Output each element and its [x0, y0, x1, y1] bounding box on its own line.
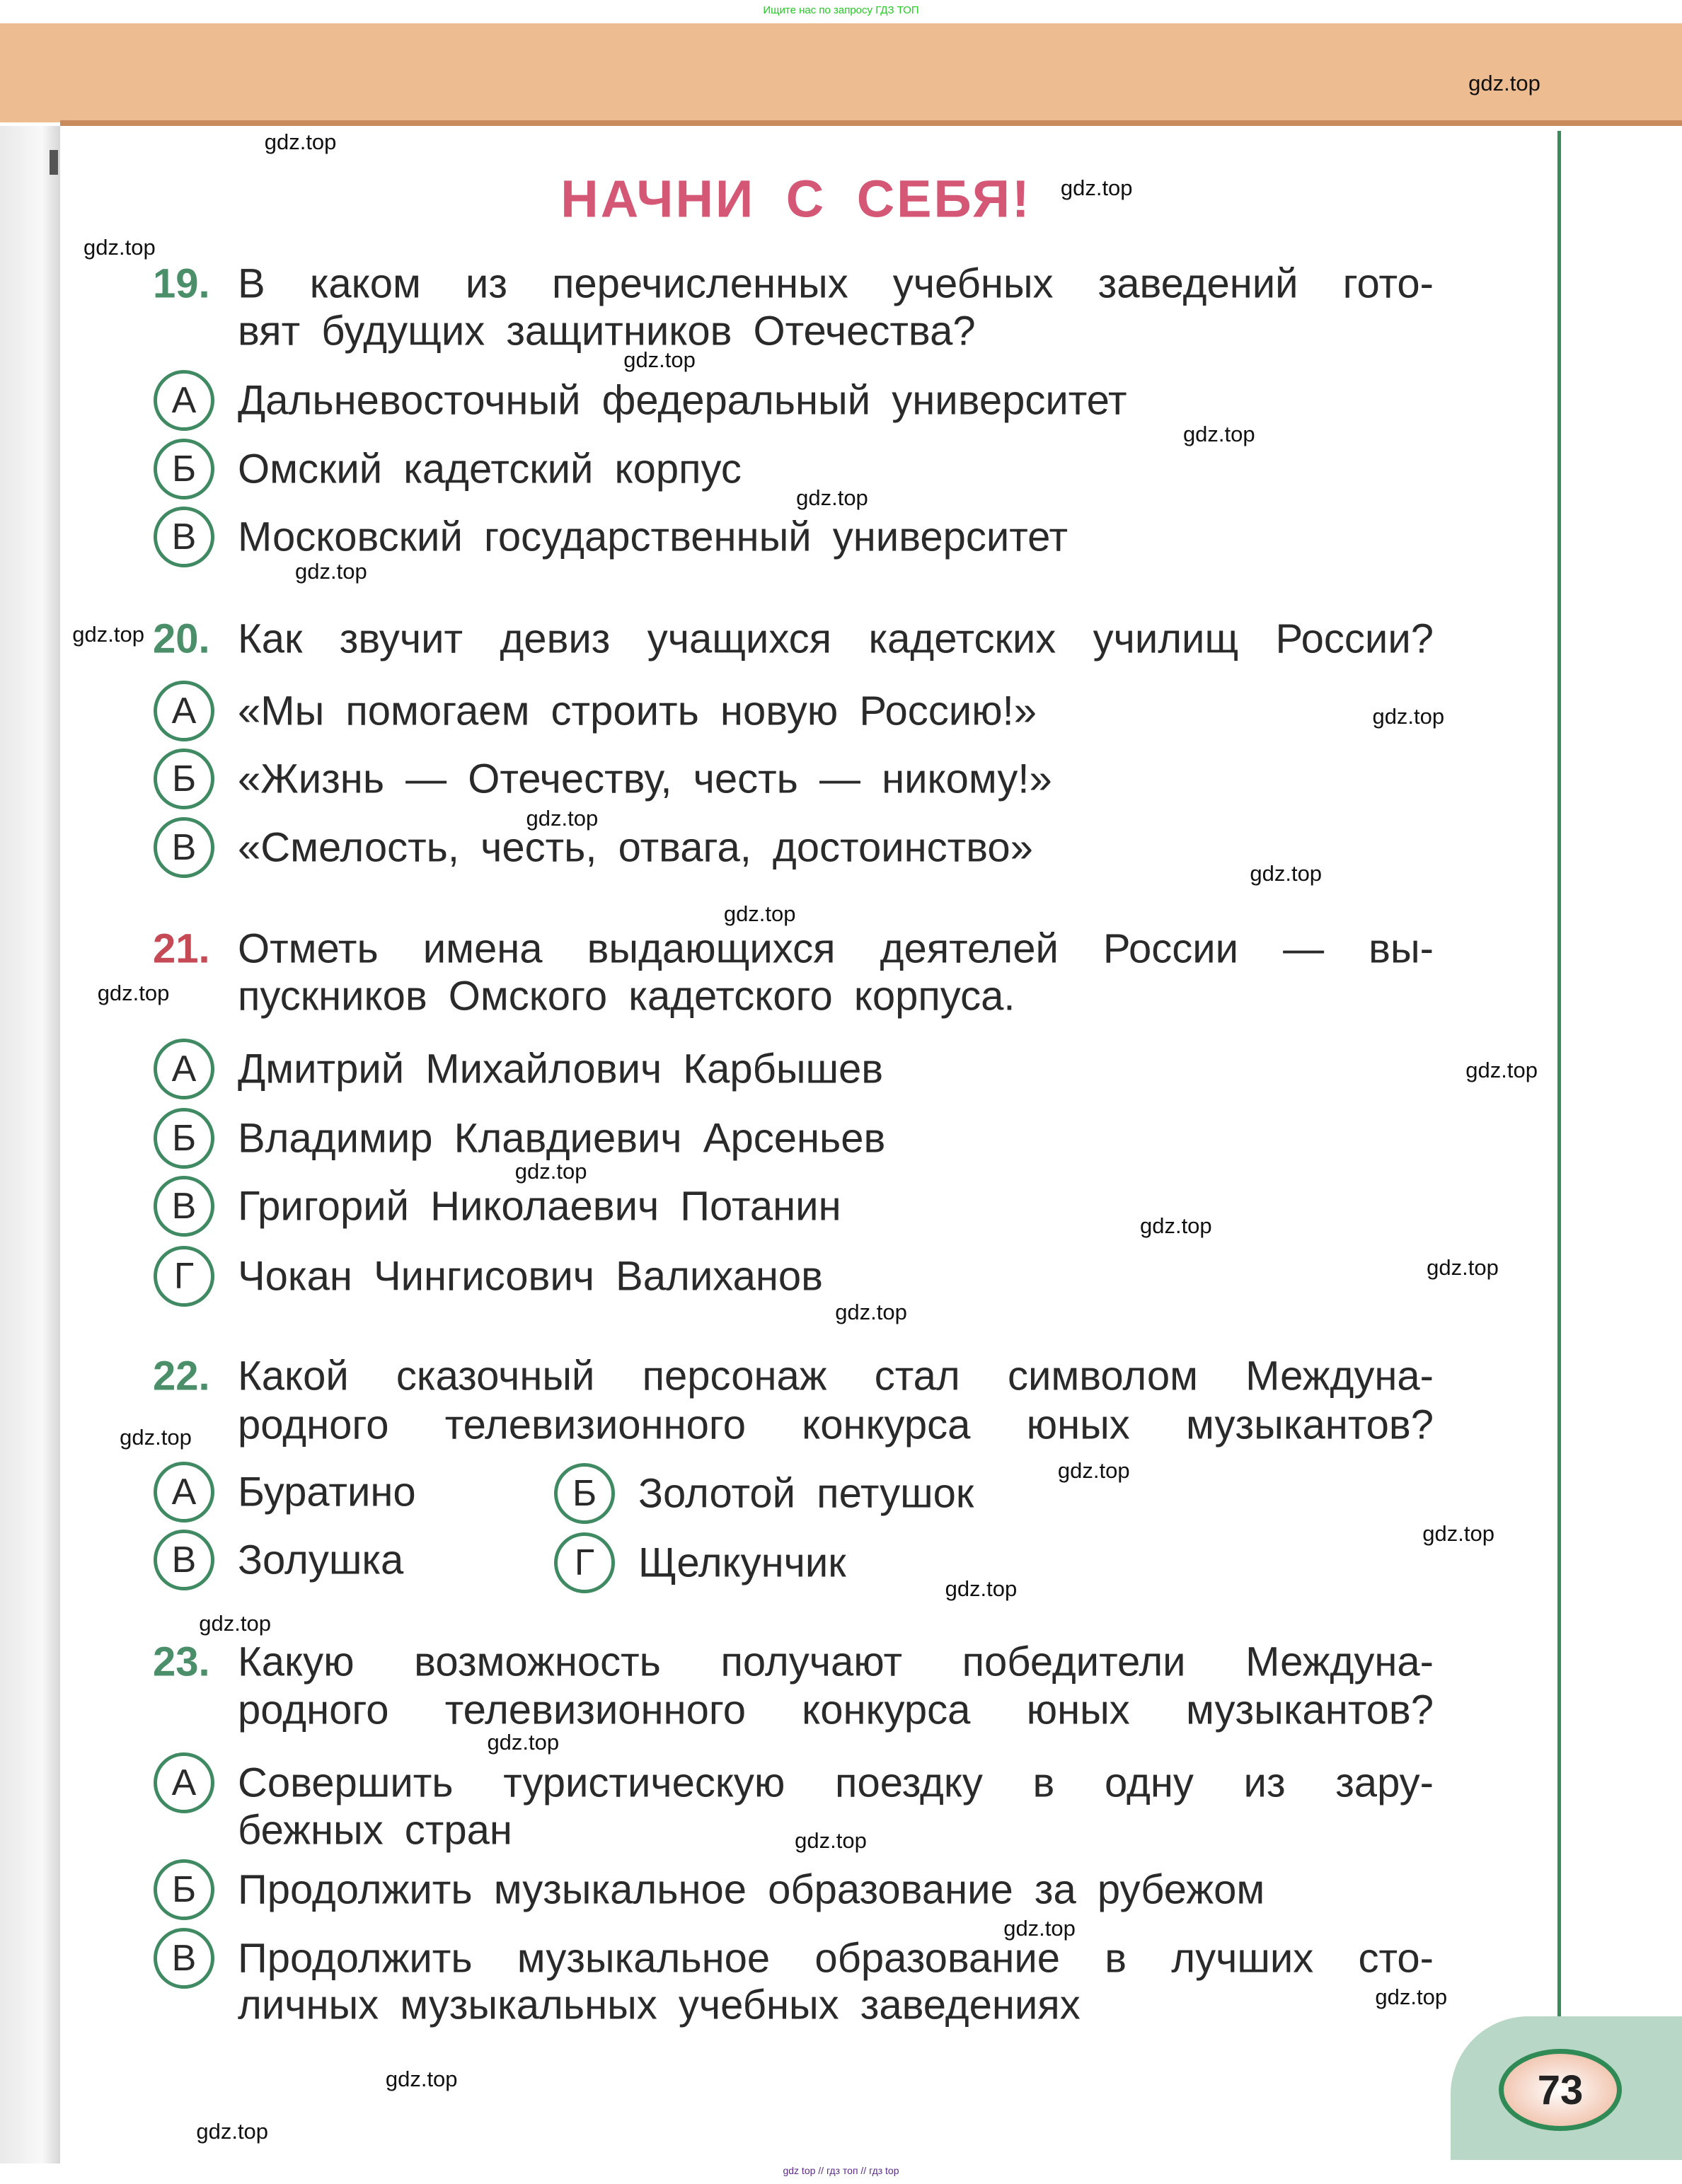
question-number: 19.: [153, 260, 210, 307]
question-text: Отметь имена выдающихся деятелей России — вы-: [238, 925, 1434, 972]
option-label[interactable]: Буратино: [238, 1469, 416, 1515]
margin-line: [1557, 131, 1561, 2050]
watermark: gdz.top: [796, 485, 868, 511]
question-text: вят будущих защитников Отечества?: [238, 308, 976, 354]
question-text: родного телевизионного конкурса юных музыкантов?: [238, 1402, 1434, 1448]
watermark: gdz.top: [1422, 1520, 1494, 1546]
option-label[interactable]: Владимир Клавдиевич Арсеньев: [238, 1115, 886, 1162]
question-text: В каком из перечисленных учебных заведений гото-: [238, 260, 1434, 307]
watermark: gdz.top: [97, 981, 170, 1006]
watermark: gdz.top: [795, 1828, 867, 1854]
option-b-radio[interactable]: Б: [554, 1463, 615, 1524]
watermark: gdz.top: [526, 805, 599, 831]
header-note: Ищите нас по запросу ГДЗ ТОП: [763, 4, 919, 16]
watermark: gdz.top: [196, 2119, 269, 2144]
option-label[interactable]: Золотой петушок: [638, 1470, 974, 1517]
option-label[interactable]: «Жизнь — Отечеству, честь — никому!»: [238, 756, 1052, 802]
option-g-radio[interactable]: Г: [554, 1532, 615, 1593]
option-label[interactable]: Щелкунчик: [638, 1539, 846, 1586]
option-v-checkbox[interactable]: В: [154, 1176, 214, 1237]
option-a-radio[interactable]: А: [154, 681, 214, 741]
watermark: gdz.top: [1003, 1916, 1076, 1941]
page-header-band: [0, 23, 1682, 122]
watermark: gdz.top: [1427, 1254, 1499, 1280]
page-title: НАЧНИ С СЕБЯ!: [560, 169, 1032, 229]
watermark: gdz.top: [385, 2066, 458, 2091]
watermark: gdz.top: [72, 621, 144, 647]
watermark: gdz.top: [1060, 175, 1133, 200]
watermark: gdz.top: [264, 129, 337, 154]
top-banner: [0, 0, 1682, 23]
question-number: 21.: [153, 925, 210, 972]
watermark: gdz.top: [1468, 71, 1540, 96]
option-label[interactable]: «Мы помогаем строить новую Россию!»: [238, 688, 1037, 734]
watermark: gdz.top: [1182, 421, 1255, 446]
watermark: gdz.top: [1465, 1057, 1538, 1082]
question-number: 20.: [153, 616, 210, 662]
option-v-radio[interactable]: В: [154, 507, 214, 567]
footer-note: gdz top // гдз топ // гдз top: [783, 2165, 899, 2176]
question-text: пускников Омского кадетского корпуса.: [238, 973, 1015, 1019]
option-a-radio[interactable]: А: [154, 1752, 214, 1813]
watermark: gdz.top: [1250, 861, 1323, 886]
option-b-checkbox[interactable]: Б: [154, 1108, 214, 1169]
option-a-radio[interactable]: А: [154, 1462, 214, 1523]
watermark: gdz.top: [514, 1159, 587, 1184]
watermark: gdz.top: [1372, 704, 1445, 729]
option-label[interactable]: Дальневосточный федеральный университет: [238, 377, 1127, 424]
option-label[interactable]: Совершить туристическую поездку в одну из зару-: [238, 1760, 1434, 1806]
option-label[interactable]: Омский кадетский корпус: [238, 446, 742, 492]
watermark: gdz.top: [835, 1299, 907, 1324]
option-label[interactable]: Продолжить музыкальное образование в лучших сто-: [238, 1935, 1434, 1982]
watermark: gdz.top: [295, 559, 367, 584]
option-v-radio[interactable]: В: [154, 817, 214, 878]
watermark: gdz.top: [1139, 1213, 1212, 1238]
option-v-radio[interactable]: В: [154, 1928, 214, 1989]
watermark: gdz.top: [945, 1576, 1018, 1602]
option-b-radio[interactable]: Б: [154, 1859, 214, 1920]
watermark: gdz.top: [120, 1424, 192, 1450]
watermark: gdz.top: [1057, 1458, 1130, 1484]
page-number: 73: [1499, 2049, 1622, 2131]
option-g-checkbox[interactable]: Г: [154, 1246, 214, 1307]
header-divider: [60, 120, 1682, 126]
option-label[interactable]: Продолжить музыкальное образование за рубежом: [238, 1866, 1265, 1913]
option-label[interactable]: Золушка: [238, 1537, 404, 1583]
question-number: 23.: [153, 1639, 210, 1685]
question-text: Как звучит девиз учащихся кадетских училищ России?: [238, 616, 1434, 662]
option-label[interactable]: личных музыкальных учебных заведениях: [238, 1982, 1081, 2028]
option-label[interactable]: бежных стран: [238, 1807, 512, 1854]
option-a-checkbox[interactable]: А: [154, 1039, 214, 1099]
option-label[interactable]: Григорий Николаевич Потанин: [238, 1183, 841, 1230]
option-label[interactable]: Московский государственный университет: [238, 514, 1068, 560]
option-a-radio[interactable]: А: [154, 370, 214, 431]
question-text: Какую возможность получают победители Междуна-: [238, 1639, 1434, 1685]
watermark: gdz.top: [199, 1611, 271, 1636]
option-label[interactable]: «Смелость, честь, отвага, достоинство»: [238, 824, 1033, 871]
option-label[interactable]: Дмитрий Михайлович Карбышев: [238, 1046, 884, 1092]
watermark: gdz.top: [1375, 1984, 1448, 2009]
watermark: gdz.top: [487, 1729, 560, 1755]
question-text: родного телевизионного конкурса юных музыкантов?: [238, 1687, 1434, 1733]
book-gutter: [0, 126, 60, 2163]
watermark: gdz.top: [623, 347, 696, 373]
question-text: Какой сказочный персонаж стал символом Междуна-: [238, 1353, 1434, 1399]
option-v-radio[interactable]: В: [154, 1530, 214, 1590]
watermark: gdz.top: [83, 235, 156, 260]
option-b-radio[interactable]: Б: [154, 749, 214, 809]
option-label[interactable]: Чокан Чингисович Валиханов: [238, 1253, 823, 1300]
option-b-radio[interactable]: Б: [154, 439, 214, 499]
question-number: 22.: [153, 1353, 210, 1399]
watermark: gdz.top: [723, 901, 796, 927]
